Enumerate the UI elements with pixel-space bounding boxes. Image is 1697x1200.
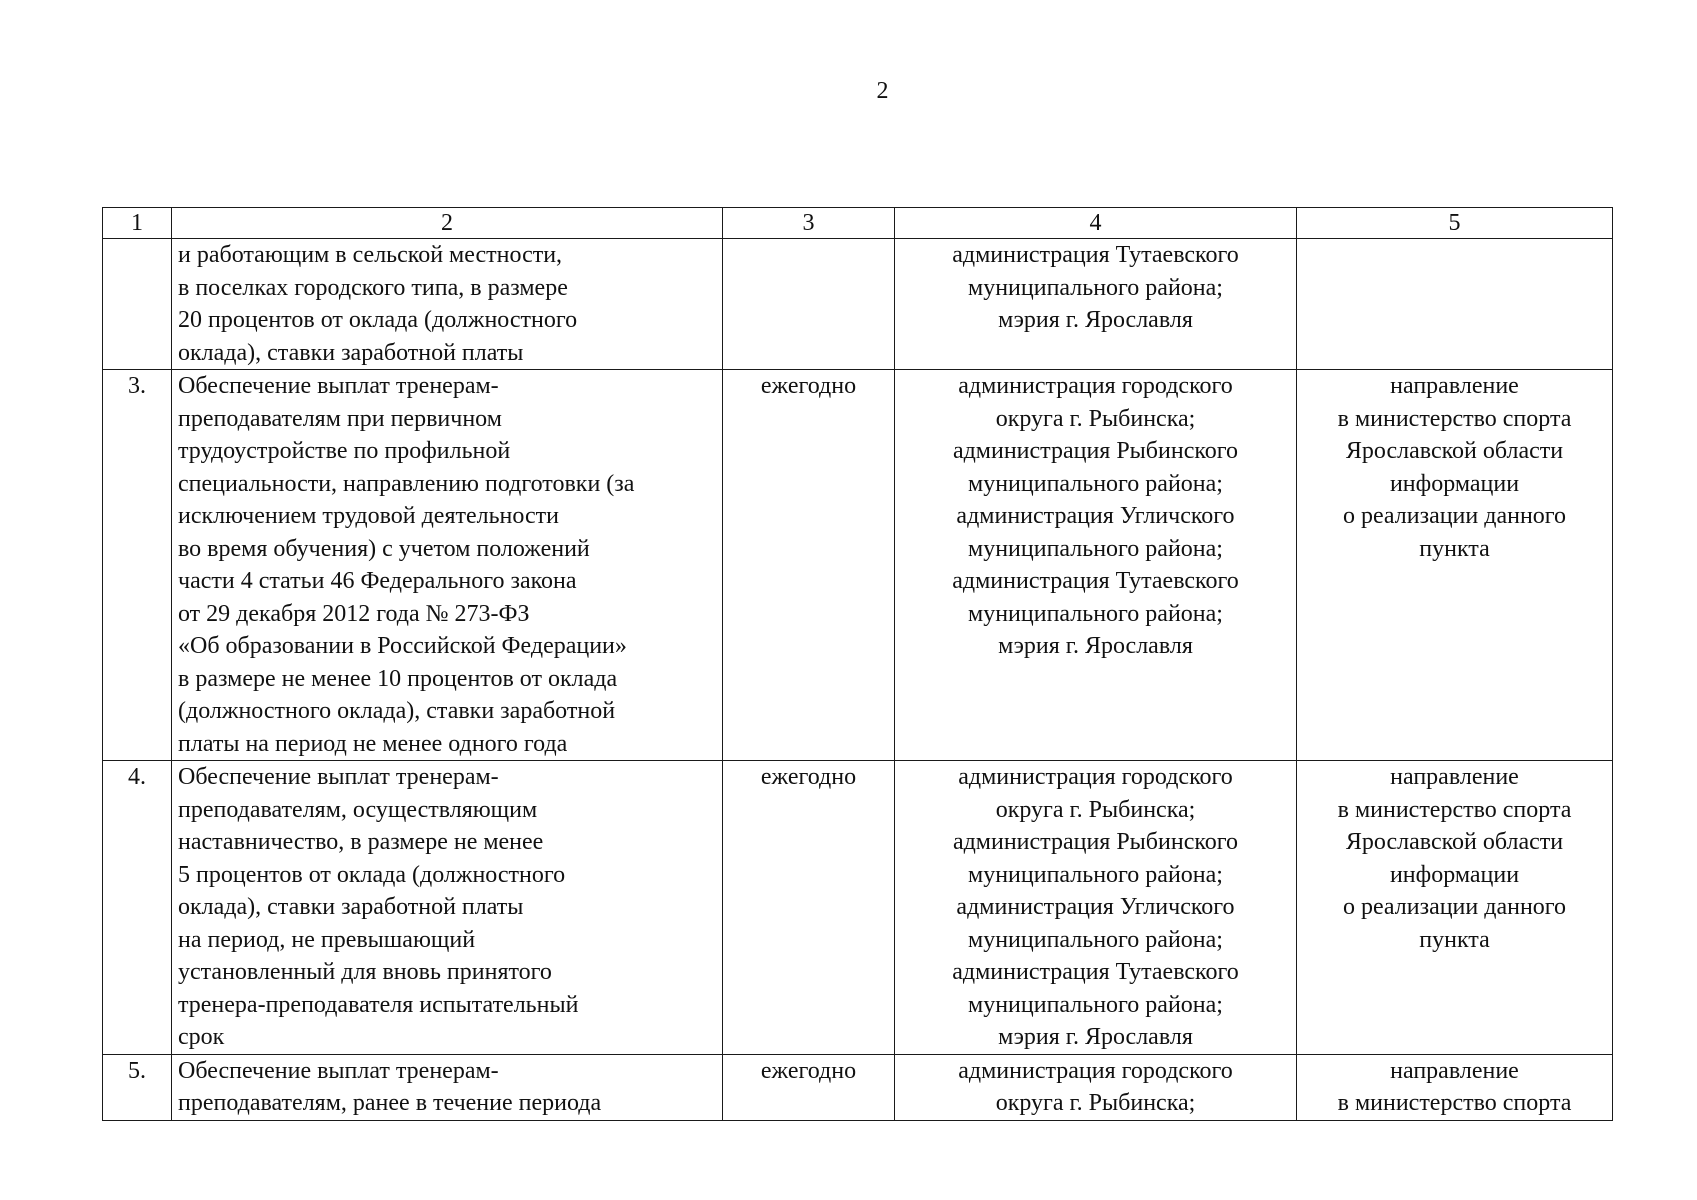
executor-line: мэрия г. Ярославля: [998, 633, 1193, 659]
column-number-header: 5: [1297, 208, 1613, 239]
measure-line: «Об образовании в Российской Федерации»: [178, 633, 627, 659]
column-number-header: 2: [172, 208, 723, 239]
measure-line: на период, не превышающий: [178, 926, 476, 953]
measure-line: во время обучения) с учетом положений: [178, 535, 590, 562]
measure-cell: [172, 239, 723, 370]
result-cell: [1297, 370, 1613, 761]
result-line: пункта: [1419, 926, 1490, 953]
executors-cell: [895, 1054, 1297, 1120]
measure-line: специальности, направлению подготовки (за: [178, 470, 635, 497]
executor-line: администрация городского: [958, 764, 1233, 790]
executor-line: администрация Рыбинского: [952, 438, 1239, 464]
executor-line: муниципального района;: [968, 470, 1223, 497]
table-row: [103, 761, 1613, 1055]
executors-cell: [895, 239, 1297, 370]
measure-line: исключением трудовой деятельности: [178, 503, 559, 529]
executor-line: округа г. Рыбинска;: [995, 1090, 1196, 1116]
measure-line: установленный для вновь принятого: [178, 959, 552, 985]
measure-line: и работающим в сельской местности,: [178, 242, 563, 268]
result-line: информации: [1389, 470, 1520, 497]
result-line: информации: [1389, 861, 1520, 888]
executor-line: администрация городского: [958, 1057, 1233, 1084]
result-line: пункта: [1419, 535, 1490, 562]
measures-table: [102, 207, 1613, 1121]
result-line: в министерство спорта: [1337, 1090, 1572, 1116]
measure-cell: [172, 1054, 723, 1120]
measure-line: Обеспечение выплат тренерам-: [178, 373, 499, 399]
measure-line: платы на период не менее одного года: [178, 730, 568, 757]
period-cell: ежегодно: [723, 370, 895, 761]
executor-line: администрация Угличского: [956, 503, 1235, 529]
measure-line: 5 процентов от оклада (должностного: [178, 861, 566, 888]
result-line: в министерство спорта: [1337, 405, 1572, 432]
item-number-cell: 3.: [103, 370, 172, 761]
measure-line: Обеспечение выплат тренерам-: [178, 764, 499, 790]
executors-cell: [895, 761, 1297, 1055]
result-line: о реализации данного: [1342, 503, 1567, 529]
measure-cell: [172, 761, 723, 1055]
measure-line: преподавателям при первичном: [178, 405, 502, 432]
measure-line: трудоустройстве по профильной: [178, 438, 511, 464]
column-number-header: 3: [723, 208, 895, 239]
executor-line: округа г. Рыбинска;: [995, 796, 1196, 823]
table-row: [103, 370, 1613, 761]
measure-line: (должностного оклада), ставки заработной: [178, 698, 616, 724]
executor-line: администрация городского: [958, 373, 1233, 399]
measure-cell: [172, 370, 723, 761]
measure-line: в размере не менее 10 процентов от оклада: [178, 665, 618, 692]
executor-line: муниципального района;: [968, 535, 1223, 562]
measure-line: преподавателям, осуществляющим: [178, 796, 538, 823]
item-number-cell: 4.: [103, 761, 172, 1055]
measure-line: от 29 декабря 2012 года № 273-ФЗ: [178, 600, 530, 627]
measure-line: оклада), ставки заработной платы: [178, 894, 524, 920]
executor-line: администрация Тутаевского: [952, 242, 1239, 268]
executor-line: администрация Рыбинского: [952, 829, 1239, 855]
measure-line: части 4 статьи 46 Федерального закона: [178, 568, 577, 594]
result-line: Ярославской области: [1345, 438, 1564, 464]
result-cell: [1297, 1054, 1613, 1120]
executor-line: мэрия г. Ярославля: [998, 1024, 1193, 1050]
item-number-cell: 5.: [103, 1054, 172, 1120]
executor-line: муниципального района;: [968, 991, 1223, 1018]
measure-line: оклада), ставки заработной платы: [178, 339, 524, 366]
measure-line: Обеспечение выплат тренерам-: [178, 1057, 499, 1084]
column-number-header: 4: [895, 208, 1297, 239]
table-row: [103, 1054, 1613, 1120]
table-header-row: [103, 208, 1613, 239]
executor-line: округа г. Рыбинска;: [995, 405, 1196, 432]
executor-line: администрация Тутаевского: [952, 568, 1239, 594]
measure-line: срок: [178, 1024, 225, 1050]
executor-line: мэрия г. Ярославля: [998, 307, 1193, 333]
executor-line: муниципального района;: [968, 861, 1223, 888]
measure-line: 20 процентов от оклада (должностного: [178, 307, 578, 333]
measure-line: наставничество, в размере не менее: [178, 829, 544, 855]
result-line: в министерство спорта: [1337, 796, 1572, 823]
result-line: направление: [1390, 1057, 1519, 1084]
period-cell: [723, 239, 895, 370]
column-number-header: 1: [103, 208, 172, 239]
result-cell: [1297, 239, 1613, 370]
measure-line: в поселках городского типа, в размере: [178, 274, 568, 301]
executor-line: муниципального района;: [968, 600, 1223, 627]
executors-cell: [895, 370, 1297, 761]
item-number-cell: [103, 239, 172, 370]
executor-line: администрация Тутаевского: [952, 959, 1239, 985]
page-number: 2: [876, 78, 889, 104]
period-cell: ежегодно: [723, 1054, 895, 1120]
executor-line: администрация Угличского: [956, 894, 1235, 920]
period-cell: ежегодно: [723, 761, 895, 1055]
result-line: направление: [1390, 373, 1519, 399]
result-line: Ярославской области: [1345, 829, 1564, 855]
result-line: направление: [1390, 764, 1519, 790]
executor-line: муниципального района;: [968, 926, 1223, 953]
measure-line: тренера-преподавателя испытательный: [178, 991, 579, 1018]
result-line: о реализации данного: [1342, 894, 1567, 920]
executor-line: муниципального района;: [968, 274, 1223, 301]
result-cell: [1297, 761, 1613, 1055]
table-row: [103, 239, 1613, 370]
measure-line: преподавателям, ранее в течение периода: [178, 1090, 602, 1116]
